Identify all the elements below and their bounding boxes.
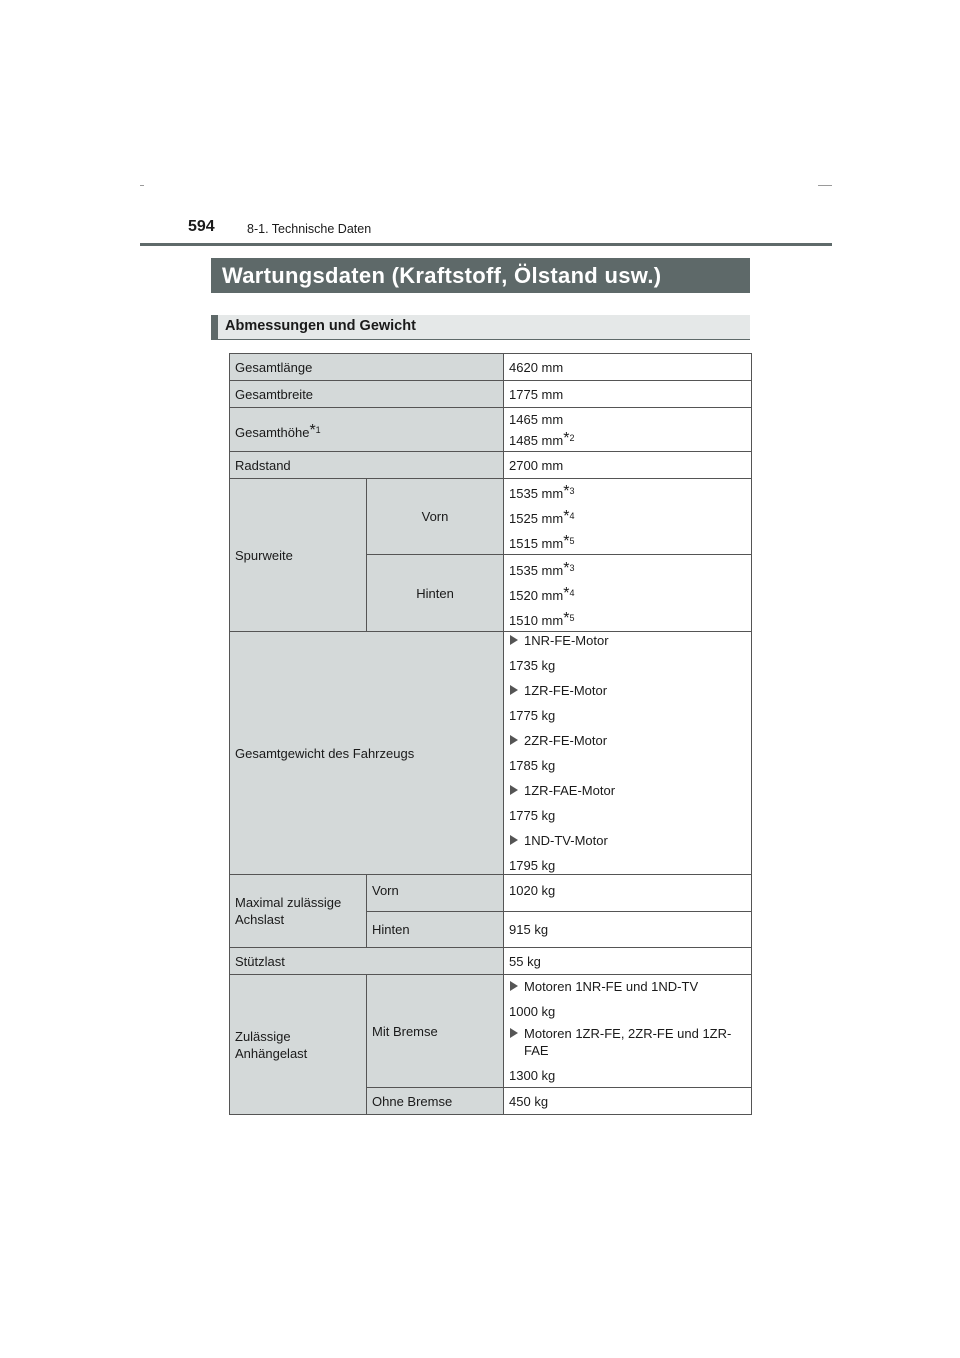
row-value: 2700 mm [504, 452, 752, 479]
table-row [230, 354, 752, 381]
weight-value: 1795 kg [509, 858, 556, 873]
row-label: Gesamtlänge [230, 354, 504, 381]
row-value-cell [504, 408, 752, 452]
row-value-line: 1485 $mm^{*2}$ [509, 429, 575, 448]
row-value-line: 1525 $mm^{*4}$ [509, 508, 575, 526]
triangle-bullet-icon [510, 785, 518, 795]
crop-mark-right [818, 185, 832, 186]
weight-value: 1735 kg [509, 658, 556, 673]
row-label: Anhängelast [235, 1045, 308, 1061]
row-value: 4620 mm [504, 354, 752, 381]
row-label-cell [230, 408, 504, 452]
row-value: 55 kg [504, 948, 752, 975]
breadcrumb: 8-1. Technische Daten [247, 222, 372, 236]
weight-value: 1000 kg [509, 1004, 556, 1019]
crop-mark-left [140, 185, 144, 186]
table-row [230, 875, 752, 912]
row-label: Achslast [235, 912, 285, 927]
section-header [211, 315, 750, 340]
spec-table [229, 353, 752, 1115]
row-value: 1020 kg [504, 875, 752, 912]
row-value: 1775 mm [504, 381, 752, 408]
row-label: Gesamthöhe [235, 424, 310, 440]
triangle-bullet-icon [510, 735, 518, 745]
table-row [230, 948, 752, 975]
row-value-cell [504, 975, 752, 1088]
list-item: 2ZR-FE-Motor [509, 732, 746, 749]
triangle-bullet-icon [510, 635, 518, 645]
row-label: Maximal zulässige [235, 895, 342, 910]
row-value: 1465 mm [509, 411, 564, 427]
table-row [230, 381, 752, 408]
sub-label: Vorn [367, 479, 504, 555]
triangle-bullet-icon [510, 1028, 518, 1038]
list-item: 1ZR-FE-Motor [509, 682, 746, 699]
row-label: Radstand [230, 452, 504, 479]
row-label: Zulässige [235, 1028, 291, 1044]
section-accent [211, 315, 218, 339]
table-row [230, 452, 752, 479]
row-value-line: 1535 $mm^{*3}$ [509, 483, 575, 501]
row-value-cell [504, 632, 752, 875]
row-value-line: 1520 $mm^{*4}$ [509, 584, 575, 603]
table-row [230, 975, 752, 1088]
weight-value: 1300 kg [509, 1068, 556, 1083]
weight-value: 1775 kg [509, 808, 556, 823]
row-label-cell [230, 975, 367, 1115]
list-item: Motoren 1NR-FE und 1ND-TV [509, 978, 746, 995]
row-value-cell [504, 479, 752, 555]
footnote-ref: *1 [309, 421, 321, 439]
triangle-bullet-icon [510, 685, 518, 695]
row-value: 915 kg [504, 912, 752, 948]
row-value: 450 kg [504, 1088, 752, 1115]
header-rule [140, 243, 832, 246]
page-number: 594 [188, 218, 215, 235]
row-value-line: 1515 $mm^{*5}$ [509, 533, 575, 551]
list-item: Motoren 1ZR-FE, 2ZR-FE und 1ZR- FAE [509, 1025, 746, 1059]
row-value-line: 1535 $mm^{*3}$ [509, 559, 575, 578]
row-label: Gesamtgewicht des Fahrzeugs [230, 632, 504, 875]
table-row [230, 479, 752, 555]
row-value-line: 1510 $mm^{*5}$ [509, 609, 575, 628]
row-value-cell [504, 555, 752, 632]
sub-label: Vorn [367, 875, 504, 912]
triangle-bullet-icon [510, 981, 518, 991]
triangle-bullet-icon [510, 835, 518, 845]
row-label-cell [230, 875, 367, 948]
table-row [230, 408, 752, 452]
sub-label: Hinten [367, 912, 504, 948]
row-label: Spurweite [230, 479, 367, 632]
list-item: 1ND-TV-Motor [509, 832, 746, 849]
table-row [230, 632, 752, 875]
footnote-ref: *2 [563, 429, 575, 447]
weight-value: 1775 kg [509, 708, 556, 723]
list-item: 1ZR-FAE-Motor [509, 782, 746, 799]
sub-label: Mit Bremse [367, 975, 504, 1088]
row-label: Stützlast [230, 948, 504, 975]
sub-label: Ohne Bremse [367, 1088, 504, 1115]
section-title: Abmessungen und Gewicht [225, 318, 416, 334]
row-label: Gesamtbreite [230, 381, 504, 408]
page-title: Wartungsdaten (Kraftstoff, Ölstand usw.) [211, 258, 750, 293]
sub-label: Hinten [367, 555, 504, 632]
list-item: 1NR-FE-Motor [509, 632, 746, 649]
weight-value: 1785 kg [509, 758, 556, 773]
